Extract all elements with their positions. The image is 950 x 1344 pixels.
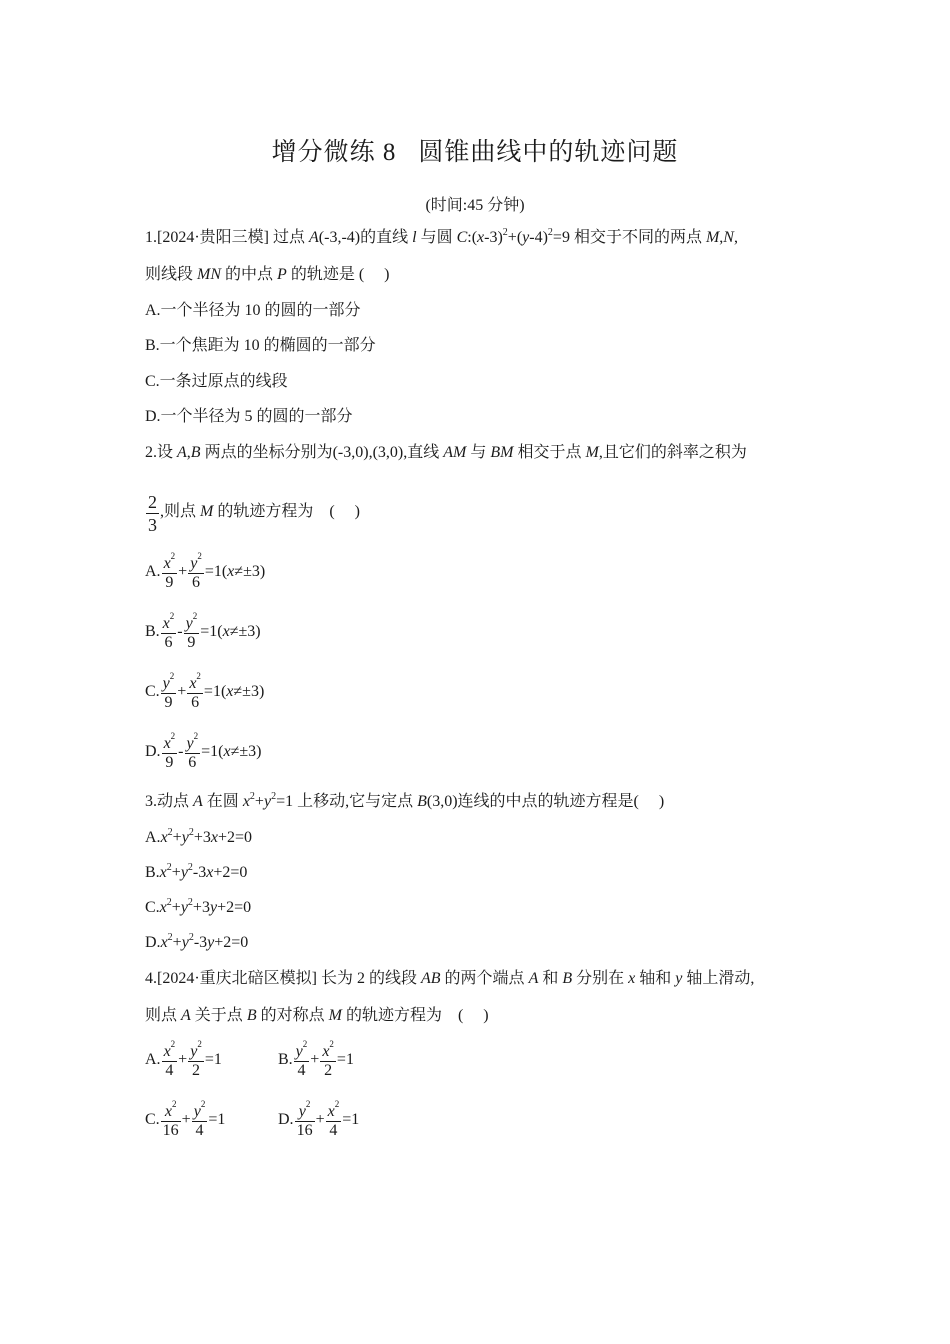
q2-stem-line2: $\frac{2}{3}$ ,则点 M 的轨迹方程为 ( ) xyxy=(148,492,361,535)
q1-option-a[interactable]: A.一个半径为 10 的圆的一部分 xyxy=(145,302,361,319)
q1-stem-line2: 则线段 MN 的中点 P 的轨迹是 ( ) xyxy=(145,266,390,283)
q1-option-b[interactable]: B.一个焦距为 10 的椭圆的一部分 xyxy=(145,337,376,354)
q2-option-c[interactable]: C. $\frac{y^2}{9}$ + $\frac{x^2}{6}$ =1(x≠±3) xyxy=(145,671,265,711)
q3-option-c[interactable]: $C.x^2+y^2+3y+2=0$ xyxy=(145,897,252,916)
q2-option-d[interactable]: D. $\frac{x^2}{9}$ - $\frac{y^2}{6}$ =1(x≠±3) xyxy=(145,731,262,771)
page-title xyxy=(0,132,950,168)
q4-option-b[interactable]: B. $\frac{y^2}{4}$ + $\frac{x^2}{2}$ =1 xyxy=(278,1039,354,1079)
q3-option-d[interactable]: $D.x^2+y^2-3y+2=0$ xyxy=(145,932,249,951)
slope-product-fraction: $\frac{2}{3}$ xyxy=(148,492,157,535)
q3-stem: 3.动点 A 在圆 $x^2+y^2=1$ 上移动,它与定点 B(3,0)连线的中点的轨迹方程是( ) xyxy=(145,791,665,810)
q4-option-d[interactable]: D. $\frac{y^2}{16}$ + $\frac{x^2}{4}$ =1 xyxy=(278,1099,360,1139)
title-main: 增分微练 8 xyxy=(271,139,397,166)
q4-option-c[interactable]: C. $\frac{x^2}{16}$ + $\frac{y^2}{4}$ =1 xyxy=(145,1099,226,1139)
q3-option-a[interactable]: $A.x^2+y^2+3x+2=0$ xyxy=(145,827,252,846)
q2-option-b[interactable]: B. $\frac{x^2}{6}$ - $\frac{y^2}{9}$ =1(x≠±3) xyxy=(145,611,261,651)
q1-stem-line1: 1.[2024·贵阳三模] 过点 A(-3,-4)的直线 l 与圆 $C:(x-3)^2+(y-4)^2=9$ 相交于不同的两点 M,N, xyxy=(145,227,738,246)
q4-option-a[interactable]: A. $\frac{x^2}{4}$ + $\frac{y^2}{2}$ =1 xyxy=(145,1039,222,1079)
q4-stem-line1: 4.[2024·重庆北碚区模拟] 长为 2 的线段 AB 的两个端点 A 和 B 分别在 x 轴和 y 轴上滑动, xyxy=(145,970,755,987)
time-limit: (时间:45 分钟) xyxy=(425,197,525,214)
q2-option-a[interactable]: A. $\frac{x^2}{9}$ + $\frac{y^2}{6}$ =1(x≠±3) xyxy=(145,551,266,591)
title-topic: 圆锥曲线中的轨迹问题 xyxy=(418,139,679,166)
q4-stem-line2: 则点 A 关于点 B 的对称点 M 的轨迹方程为 ( ) xyxy=(145,1007,489,1024)
q3-option-b[interactable]: $B.x^2+y^2-3x+2=0$ xyxy=(145,862,248,881)
q2-stem-line1: 2.设 A,B 两点的坐标分别为(-3,0),(3,0),直线 AM 与 BM 相交于点 M,且它们的斜率之积为 xyxy=(145,444,747,461)
q1-option-c[interactable]: C.一条过原点的线段 xyxy=(145,373,288,390)
q1-option-d[interactable]: D.一个半径为 5 的圆的一部分 xyxy=(145,408,353,425)
